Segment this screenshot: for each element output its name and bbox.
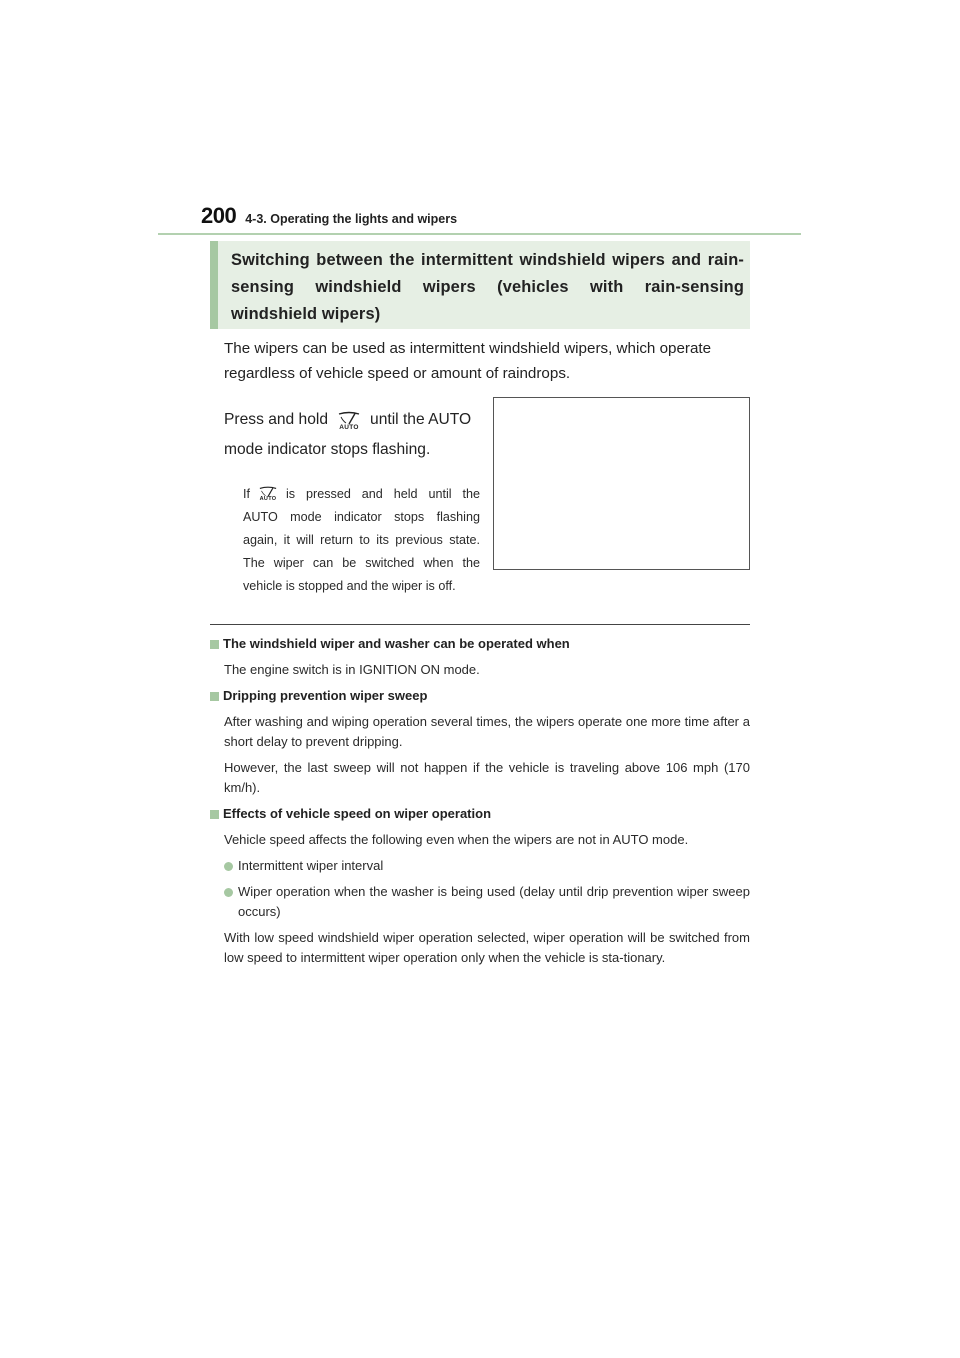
note-paragraph: After washing and wiping operation several times, the wipers operate one more time after a short delay to prevent dripping. [224,714,750,749]
page-header [201,203,457,229]
page-number: 200 [201,203,237,228]
note-paragraph: With low speed windshield wiper operation selected, wiper operation will be switched from low speed to intermittent wiper operation only when the vehicle is sta-tionary. [224,930,750,965]
square-bullet-icon [210,640,219,649]
note-heading: Dripping prevention wiper sweep [210,686,750,706]
note-heading: Effects of vehicle speed on wiper operation [210,804,750,824]
note-heading: The windshield wiper and washer can be operated when [210,634,750,654]
wiper-auto-icon-small [256,484,280,502]
list-item: Intermittent wiper interval [210,856,750,876]
section-title: 4-3. Operating the lights and wipers [245,212,458,226]
step-text-before: Press and hold [224,411,329,428]
square-bullet-icon [210,692,219,701]
note-text-before: If [243,487,250,501]
note-text-after: is pressed and held until the AUTO mode indicator stops flashing again, it will return to its previous state. The wiper can be switched when the vehicle is stopped and the wiper is off. [243,487,480,593]
section-box [210,241,750,329]
square-bullet-icon [210,810,219,819]
instruction-step [224,405,486,465]
note-paragraph: Vehicle speed affects the following even when the wipers are not in AUTO mode. [224,832,689,847]
round-bullet-icon [224,888,233,897]
section-divider [210,624,750,625]
icon-label: AUTO [339,424,359,431]
illustration-frame [493,397,750,570]
note-paragraph: However, the last sweep will not happen if the vehicle is traveling above 106 mph (170 km/h). [224,760,750,795]
list-item: Wiper operation when the washer is being used (delay until drip prevention wiper sweep occurs) [210,882,750,922]
step-text-after: until the AUTO mode indicator stops flashing. [224,411,472,458]
round-bullet-icon [224,862,233,871]
note-paragraph: The engine switch is in IGNITION ON mode. [224,662,480,677]
wiper-auto-icon [336,408,362,430]
section-box-title: Switching between the intermittent windshield wipers and rain-sensing windshield wipers (vehicles with rain-sensing windshield wipers) [231,251,744,323]
icon-label-small: AUTO [259,496,277,502]
step-note [243,483,480,598]
header-rule [158,233,801,235]
notes-section [210,634,750,968]
intro-paragraph: The wipers can be used as intermittent windshield wipers, which operate regardless of vehicle speed or amount of raindrops. [224,340,712,382]
